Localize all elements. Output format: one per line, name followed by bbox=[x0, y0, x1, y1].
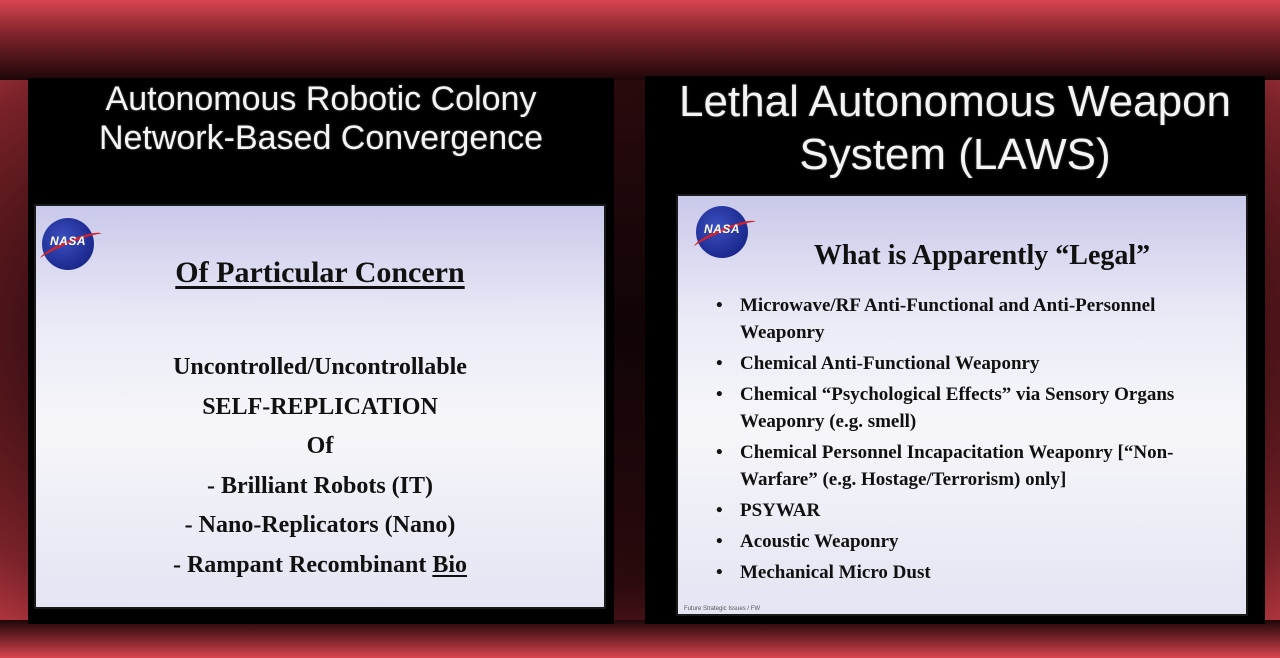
right-heading-line: System (LAWS) bbox=[799, 129, 1111, 179]
left-slide bbox=[34, 204, 606, 609]
left-slide-line-prefix: - Rampant Recombinant bbox=[172, 551, 433, 578]
bullet-item: • Chemical Anti-Functional Weaponry bbox=[714, 350, 1234, 377]
frame-top bbox=[0, 0, 1280, 80]
right-heading-line: Lethal Autonomous Weapon bbox=[678, 77, 1232, 126]
frame-bottom bbox=[0, 620, 1280, 658]
left-slide-list bbox=[34, 348, 606, 585]
left-slide-line: SELF-REPLICATION bbox=[202, 393, 438, 420]
slide-footer: Future Strategic Issues / FW bbox=[684, 606, 761, 612]
right-slide-title: What is Apparently “Legal” bbox=[813, 240, 1151, 271]
bullet-item: • PSYWAR bbox=[714, 497, 1234, 524]
right-panel bbox=[645, 76, 1265, 624]
left-slide-line: Of bbox=[306, 433, 334, 459]
right-heading bbox=[645, 76, 1265, 182]
bullet-item: • Acoustic Weaponry bbox=[714, 528, 1234, 555]
left-slide-line: - Nano-Replicators (Nano) bbox=[184, 512, 456, 538]
right-slide bbox=[676, 194, 1248, 616]
left-slide-line-underlined: Bio bbox=[432, 551, 468, 578]
left-heading bbox=[28, 80, 614, 158]
bullet-item: • Chemical “Psychological Effects” via Sensory Organs Weaponry (e.g. smell) bbox=[714, 381, 1234, 435]
bullet-item: • Mechanical Micro Dust bbox=[714, 559, 1234, 586]
left-panel bbox=[28, 78, 614, 624]
bullet-item: • Chemical Personnel Incapacitation Weaponry [“Non-Warfare” (e.g. Hostage/Terrorism) only] bbox=[714, 439, 1234, 493]
left-slide-title: Of Particular Concern bbox=[175, 256, 465, 289]
right-slide-bullets bbox=[714, 292, 1234, 590]
left-heading-line: Network-Based Convergence bbox=[98, 119, 544, 158]
bullet-item: • Microwave/RF Anti-Functional and Anti-Personnel Weaponry bbox=[714, 292, 1234, 346]
left-slide-line-last bbox=[34, 546, 606, 586]
nasa-logo-text: NASA bbox=[49, 234, 86, 248]
left-slide-line: Uncontrolled/Uncontrollable bbox=[173, 354, 467, 380]
left-slide-line: - Brilliant Robots (IT) bbox=[206, 472, 433, 499]
left-heading-line: Autonomous Robotic Colony bbox=[105, 80, 537, 118]
nasa-logo-text: NASA bbox=[703, 222, 740, 236]
